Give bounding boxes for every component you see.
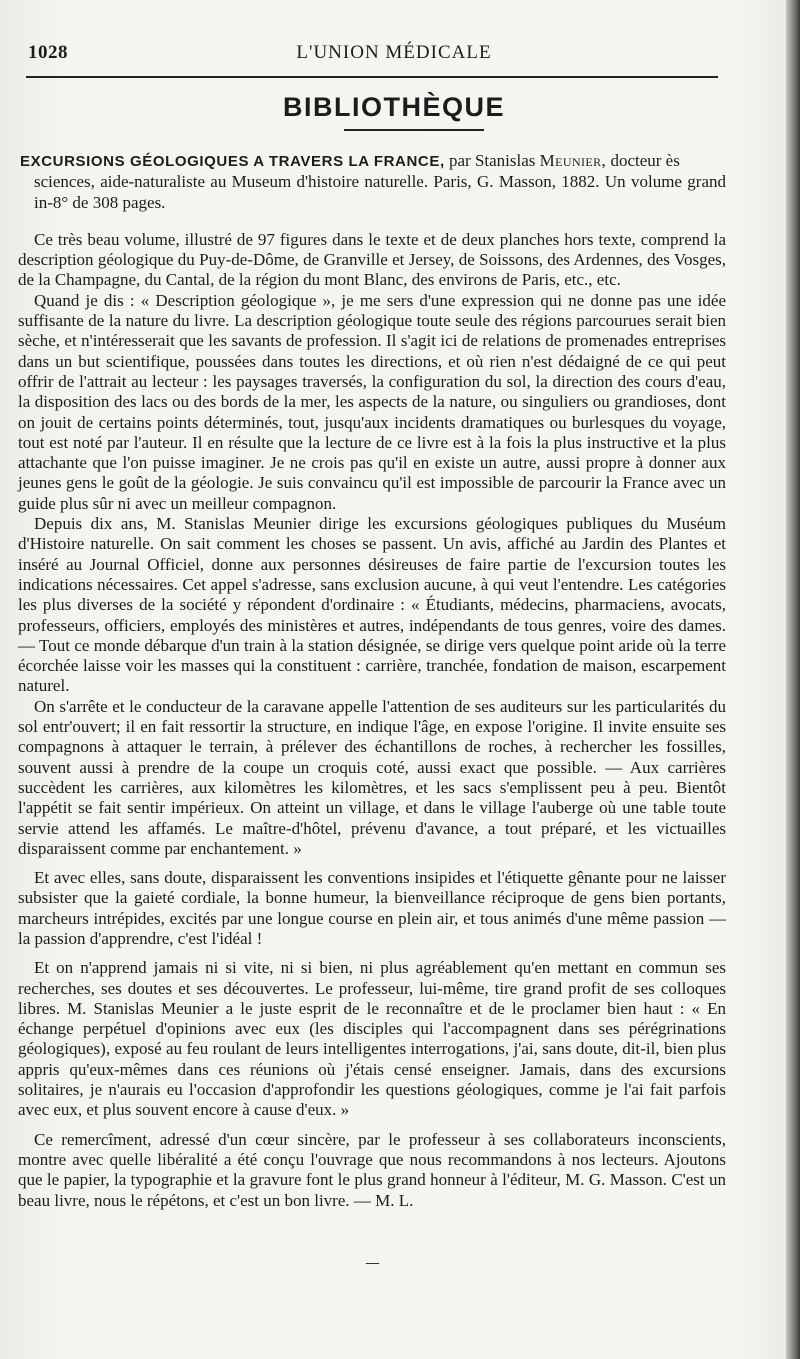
- book-details-first: docteur ès: [610, 151, 680, 170]
- paragraph: Quand je dis : « Description géologique », je me sers d'une expression qui ne donne pas une idée suffisante de la nature du livre. La description géologique toute seule des régions parcourues serait bien sèche, et n'intéresserait que les savants de profession. Il s'agit ici de relations de promenades entreprises dans un but scientifique, poussées dans toutes les directions, et où rien n'est dédaigné de ce qui peut offrir de l'attrait au lecteur : les paysages traversés, la configuration du sol, la direction des cours d'eau, la disposition des lacs ou des bords de la mer, les aspects de la nature, ou singuliers ou grandioses, dont on jouit de certains points déterminés, tout, jusqu'aux incidents dramatiques ou burlesques du voyage, tout est noté par l'auteur. Il en résulte que la lecture de ce livre est à la fois la plus instructive et la plus attachante que l'on puisse imaginer. Je ne crois pas qu'il en existe un autre, aussi propre à donner aux jeunes gens le goût de la géologie. Je suis convaincu qu'il est impossible de parcourir la France avec un guide plus sûr ni avec un meilleur compagnon.: [18, 290, 726, 513]
- book-spine-shadow: [786, 0, 800, 1359]
- book-details: sciences, aide-naturaliste au Museum d'histoire naturelle. Paris, G. Masson, 1882. Un volume grand in-8° de 308 pages.: [34, 172, 726, 212]
- book-entry: [18, 151, 726, 213]
- paragraph: Ce remercîment, adressé d'un cœur sincère, par le professeur à ses collaborateurs inconscients, montre avec quelle libéralité a été conçu l'ouvrage que nous recommandons à nos lecteurs. Ajoutons que le papier, la typographie et la gravure font le plus grand honneur à l'éditeur, M. G. Masson. C'est un beau livre, nous le répétons, et c'est un bon livre. — M. L.: [18, 1129, 726, 1210]
- paragraph: Et avec elles, sans doute, disparaissent les conventions insipides et l'étiquette gênante pour ne laisser subsister que la gaieté cordiale, la bonne humeur, la bienveillance réciproque de gens bien portants, marcheurs intrépides, excités par une longue course en plein air, et tous animés d'une même passion — la passion d'apprendre, c'est l'idéal !: [18, 868, 726, 948]
- paragraph: Ce très beau volume, illustré de 97 figures dans le texte et de deux planches hors texte, comprend la description géologique du Puy-de-Dôme, de Granville et Jersey, de Soissons, des Ardennes, des Vosges, de la Champagne, du Cantal, de la région du mont Blanc, des environs de Paris, etc., etc.: [18, 229, 726, 290]
- book-by: par Stanislas: [448, 151, 536, 170]
- page-number: 1028: [28, 42, 68, 63]
- paragraph: Et on n'apprend jamais ni si vite, ni si bien, ni plus agréablement qu'en mettant en commun ses recherches, ses doutes et ses découvertes. Le professeur, lui-même, tire grand profit de ses colloques libres. M. Stanislas Meunier a le juste esprit de le reconnaître et de le proclamer bien haut : « En échange perpétuel d'opinions avec eux (les disciples qui l'accompagnent dans ses pérégrinations géologiques), exposé au feu roulant de leurs intelligentes interrogations, j'ai, sans doute, dit-il, bien plus appris qu'eux-mêmes dans ces réunions où j'étais censé enseigner. Jamais, dans des excursions solitaires, je n'aurais eu l'occasion d'approfondir les questions géologiques, comme je l'ai fait parfois avec eux, et plus souvent encore à cause d'eux. »: [18, 958, 726, 1120]
- book-author: Meunier,: [539, 151, 607, 170]
- article-body: [18, 151, 726, 1273]
- paragraph: Depuis dix ans, M. Stanislas Meunier dirige les excursions géologiques publiques du Muséum d'Histoire naturelle. On sait comment les choses se passent. Un avis, affiché au Jardin des Plantes et inséré au Journal Officiel, donne aux personnes désireuses de faire partie de l'excursion toutes les indications nécessaires. Cet appel s'adresse, sans exclusion aucune, à qui veut l'entendre. Les catégories les plus diverses de la société y répondent d'ordinaire : « Étudiants, médecins, pharmaciens, avocats, professeurs, officiers, employés des ministères et autres, indépendants de tous genres, voire des dames. — Tout ce monde débarque d'un train à la station désignée, se dirige vers quelque point aride où la terre écorchée laisse voir les masses qui la constituent : carrière, tranchée, fondation de maison, escarpement naturel.: [18, 514, 726, 696]
- section-title: BIBLIOTHÈQUE: [282, 92, 505, 122]
- journal-title: L'UNION MÉDICALE: [296, 42, 492, 63]
- title-rule: [344, 129, 484, 131]
- paragraph: On s'arrête et le conducteur de la caravane appelle l'attention de ses auditeurs sur les particularités du sol entr'ouvert; il en fait ressortir la structure, en indique l'âge, en expose l'origine. Il invite ensuite ses compagnons à attaquer le terrain, à prélever des échantillons de roches, à rechercher les fossilles, souvent aussi à prendre de la coupe un croquis coté, aussi exact que possible. — Aux carrières succèdent les carrières, aux kilomètres les kilomètres, et les sacs s'emplissent peu à peu. Bientôt l'appétit se fait sentir impérieux. On atteint un village, et dans le village l'auberge où une table toute servie attend les affamés. Le maître-d'hôtel, prévenu d'avance, a tout préparé, et les victuailles disparaissent comme par enchantement. »: [18, 696, 726, 858]
- book-title: EXCURSIONS GÉOLOGIQUES A TRAVERS LA FRANCE,: [20, 153, 445, 170]
- header-rule: [26, 76, 718, 78]
- end-ornament: -----: [365, 1256, 379, 1269]
- running-head: [18, 38, 770, 66]
